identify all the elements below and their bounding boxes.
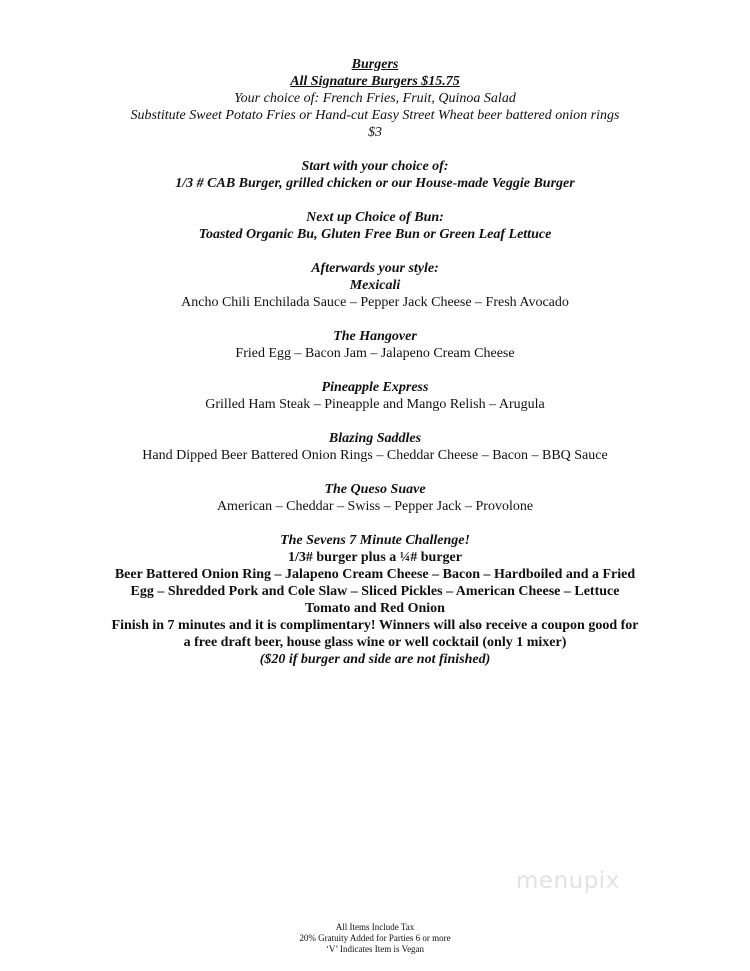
section-title: Burgers [351, 57, 399, 72]
side-choice-line: Your choice of: French Fries, Fruit, Quinoa Salad [234, 91, 516, 106]
start-choice [0, 158, 750, 192]
style-queso-suave [0, 481, 750, 515]
style-description: Fried Egg – Bacon Jam – Jalapeno Cream Cheese [235, 346, 515, 361]
style-blazing-saddles [0, 430, 750, 464]
style-pineapple-express [0, 379, 750, 413]
signature-price: All Signature Burgers $15.75 [290, 74, 460, 89]
style-name: The Hangover [333, 329, 417, 344]
substitute-line: Substitute Sweet Potato Fries or Hand-cut Easy Street Wheat beer battered onion rings [130, 108, 620, 123]
bun-choice [0, 209, 750, 243]
gratuity-note: 20% Gratuity Added for Parties 6 or more [299, 933, 451, 943]
footer-notes [0, 922, 750, 955]
vegan-note: ‘V’ Indicates Item is Vegan [325, 944, 425, 954]
style-intro: Afterwards your style: [311, 261, 439, 276]
style-name: The Queso Suave [324, 482, 426, 497]
style-description: Grilled Ham Steak – Pineapple and Mango Relish – Arugula [205, 397, 545, 412]
style-name: Pineapple Express [321, 380, 429, 395]
challenge-penalty: ($20 if burger and side are not finished) [259, 652, 491, 667]
bun-title: Next up Choice of Bun: [306, 210, 444, 225]
style-name: Mexicali [349, 278, 401, 293]
substitute-price: $3 [368, 125, 382, 140]
menupix-watermark: menupix [516, 868, 620, 894]
challenge-burger: 1/3# burger plus a ¼# burger [288, 550, 462, 565]
challenge-rules: Finish in 7 minutes and it is complimentary! Winners will also receive a coupon good for a free draft beer, house glass wine or well cocktail (only 1 mixer) [111, 618, 639, 650]
start-options: 1/3 # CAB Burger, grilled chicken or our House-made Veggie Burger [175, 176, 575, 191]
style-name: Blazing Saddles [328, 431, 422, 446]
challenge-title: The Sevens 7 Minute Challenge! [280, 533, 470, 548]
challenge-toppings: Beer Battered Onion Ring – Jalapeno Cream Cheese – Bacon – Hardboiled and a Fried Egg – Shredded Pork and Cole Slaw – Sliced Pickles – American Cheese – Lettuce Tomato and Red Onion [114, 567, 636, 616]
start-title: Start with your choice of: [301, 159, 449, 174]
style-hangover [0, 328, 750, 362]
burger-menu [0, 56, 750, 668]
style-mexicali [0, 260, 750, 311]
style-description: Ancho Chili Enchilada Sauce – Pepper Jack Cheese – Fresh Avocado [181, 295, 569, 310]
style-description: American – Cheddar – Swiss – Pepper Jack – Provolone [216, 499, 534, 514]
bun-options: Toasted Organic Bu, Gluten Free Bun or Green Leaf Lettuce [198, 227, 552, 242]
style-description: Hand Dipped Beer Battered Onion Rings – Cheddar Cheese – Bacon – BBQ Sauce [142, 448, 608, 463]
tax-note: All Items Include Tax [335, 922, 415, 932]
burgers-header [0, 56, 750, 141]
seven-minute-challenge [110, 532, 640, 668]
